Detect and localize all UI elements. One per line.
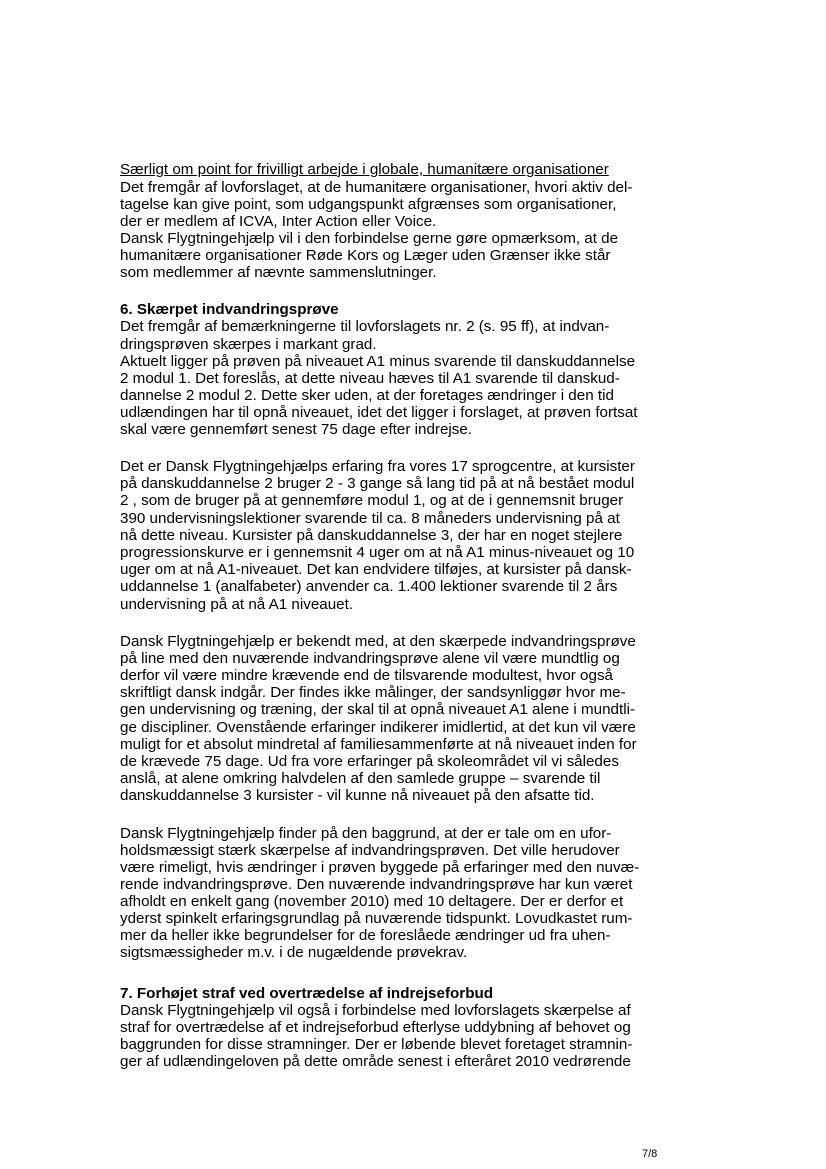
paragraph-line: på danskuddannelse 2 bruger 2 - 3 gange så lang tid på at nå bestået modul [120,475,635,492]
paragraph-line: ge discipliner. Ovenstående erfaringer indikerer imidlertid, at det kun vil være [120,719,636,736]
paragraph-line: baggrunden for disse stramninger. Der er løbende blevet foretaget stramnin- [120,1036,633,1053]
paragraph-line: uger om at nå A1-niveauet. Det kan endvidere tilføjes, at kursister på dansk- [120,561,632,578]
paragraph-line: skriftligt dansk indgår. Der findes ikke målinger, der sandsynliggør hvor me- [120,684,626,701]
paragraph-line: Det er Dansk Flygtningehjælps erfaring fra vores 17 sprogcentre, at kursister [120,458,635,475]
paragraph-line: tagelse kan give point, som udgangspunkt afgrænses som organisationer, [120,196,617,213]
paragraph-line: være rimeligt, hvis ændringer i prøven byggede på erfaringer med den nuvæ- [120,859,640,876]
paragraph-line: der er medlem af ICVA, Inter Action eller Voice. [120,213,437,230]
paragraph-line: gen undervisning og træning, der skal til at opnå niveauet A1 alene i mundtli- [120,701,636,718]
paragraph-line: straf for overtrædelse af et indrejseforbud efterlyse uddybning af behovet og [120,1019,631,1036]
paragraph-line: muligt for et absolut mindretal af familiesammenførte at nå niveauet inden for [120,736,637,753]
paragraph-line: udlændingen har til opnå niveauet, idet det ligger i forslaget, at prøven fortsat [120,404,638,421]
paragraph-line: progressionskurve er i gennemsnit 4 uger om at nå A1 minus-niveauet og 10 [120,544,635,561]
paragraph-line: danskuddannelse 3 kursister - vil kunne nå niveauet på den afsatte tid. [120,787,595,804]
paragraph-line: rende indvandringsprøve. Den nuværende indvandringsprøve har kun været [120,876,633,893]
paragraph-line: anslå, at alene omkring halvdelen af den samlede gruppe – svarende til [120,770,601,787]
section-heading-6: 6. Skærpet indvandringsprøve [120,301,339,318]
paragraph-line: derfor vil være mindre krævende end de tilsvarende modultest, hvor også [120,667,613,684]
paragraph-line: Det fremgår af bemærkningerne til lovforslagets nr. 2 (s. 95 ff), at indvan- [120,318,610,335]
paragraph-line: 2 modul 1. Det foreslås, at dette niveau hæves til A1 svarende til danskud- [120,370,620,387]
paragraph-line: som medlemmer af nævnte sammenslutninger. [120,264,437,281]
paragraph-line: nå dette niveau. Kursister på danskuddannelse 3, der har en noget stejlere [120,527,623,544]
paragraph-line: Aktuelt ligger på prøven på niveauet A1 minus svarende til danskuddannelse [120,353,636,370]
paragraph-line: uddannelse 1 (analfabeter) anvender ca. 1.400 lektioner svarende til 2 års [120,578,618,595]
paragraph-line: Det fremgår af lovforslaget, at de humanitære organisationer, hvori aktiv del- [120,179,633,196]
paragraph-line: humanitære organisationer Røde Kors og Læger uden Grænser ikke står [120,247,611,264]
paragraph-line: holdsmæssigt stærk skærpelse af indvandringsprøven. Det ville herudover [120,842,620,859]
paragraph-line: ger af udlændingeloven på dette område senest i efteråret 2010 vedrørende [120,1053,631,1070]
page-number: 7/8 [642,1148,658,1160]
paragraph-line: de krævede 75 dage. Ud fra vore erfaringer på skoleområdet vil vi således [120,753,619,770]
paragraph-line: dringsprøven skærpes i markant grad. [120,336,377,353]
paragraph-line: sigtsmæssigheder m.v. i de nugældende prøvekrav. [120,944,468,961]
paragraph-line: Dansk Flygtningehjælp er bekendt med, at den skærpede indvandringsprøve [120,633,636,650]
paragraph-line: afholdt en enkelt gang (november 2010) med 10 deltagere. Der er derfor et [120,893,624,910]
paragraph-line: 2 , som de bruger på at gennemføre modul 1, og at de i gennemsnit bruger [120,492,624,509]
paragraph-line: 390 undervisningslektioner svarende til ca. 8 måneders undervisning på at [120,510,620,527]
section-heading-7: 7. Forhøjet straf ved overtrædelse af indrejseforbud [120,985,494,1002]
paragraph-line: yderst spinkelt erfaringsgrundlag på nuværende tidspunkt. Lovudkastet rum- [120,910,633,927]
paragraph-line: Dansk Flygtningehjælp vil i den forbindelse gerne gøre opmærksom, at de [120,230,619,247]
paragraph-line: dannelse 2 modul 2. Dette sker uden, at der foretages ændringer i den tid [120,387,614,404]
paragraph-line: på line med den nuværende indvandringsprøve alene vil være mundtlig og [120,650,620,667]
section-heading-voluntary-work: Særligt om point for frivilligt arbejde i globale, humanitære organisationer [120,161,609,178]
paragraph-line: Dansk Flygtningehjælp finder på den baggrund, at der er tale om en ufor- [120,825,612,842]
paragraph-line: mer da heller ikke begrundelser for de foreslåede ændringer ud fra uhen- [120,927,611,944]
paragraph-line: Dansk Flygtningehjælp vil også i forbindelse med lovforslagets skærpelse af [120,1002,631,1019]
paragraph-line: undervisning på at nå A1 niveauet. [120,596,354,613]
paragraph-line: skal være gennemført senest 75 dage efter indrejse. [120,421,473,438]
